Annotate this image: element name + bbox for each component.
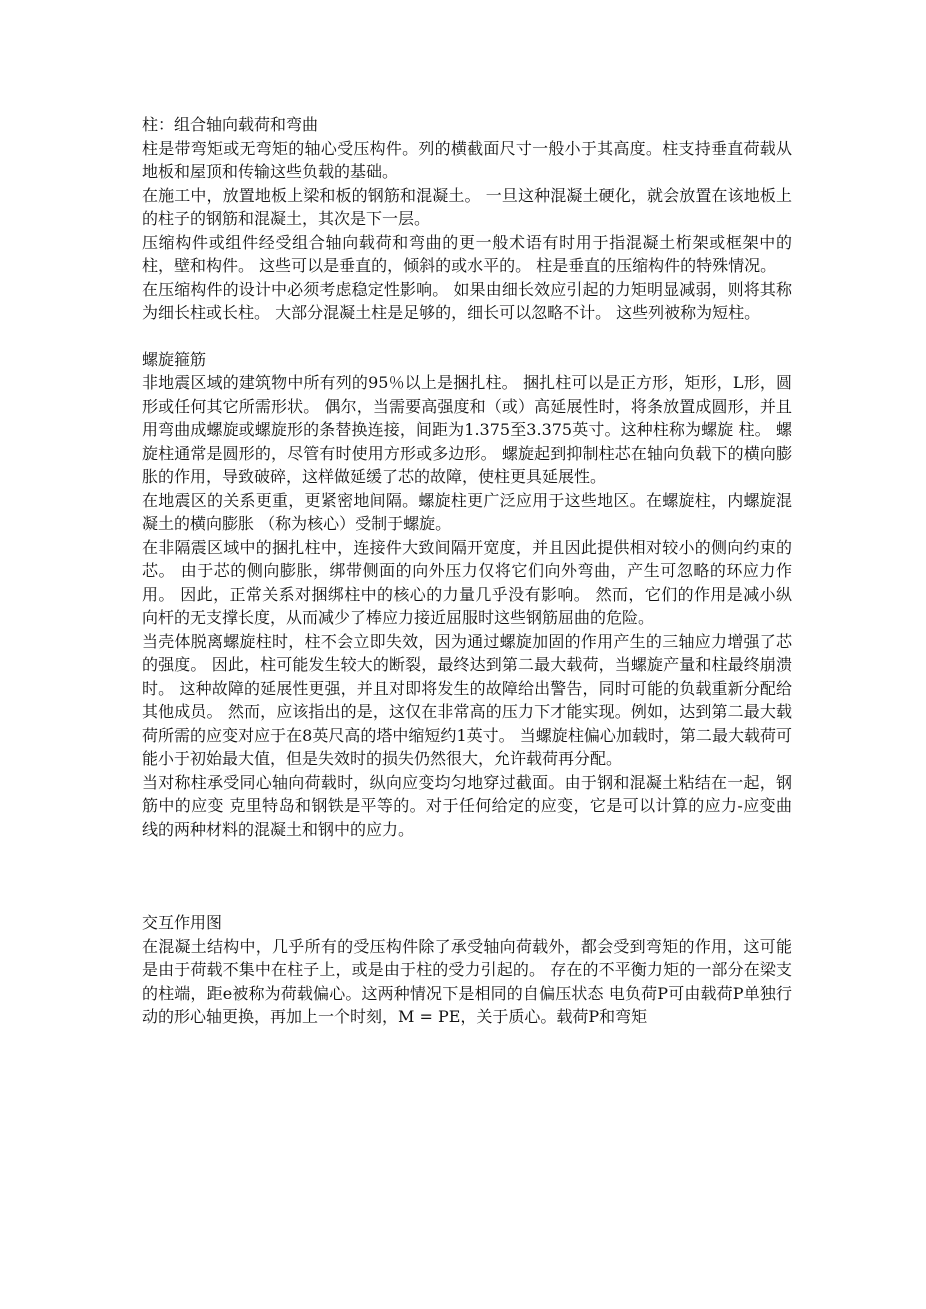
paragraph: 在非隔震区域中的捆扎柱中，连接件大致间隔开宽度，并且因此提供相对较小的侧向约束的芯。 由于芯的侧向膨胀，绑带侧面的向外压力仅将它们向外弯曲，产生可忽略的环应力作用。 因此，正常关系对捆绑柱中的核心的力量几乎没有影响。 然而，它们的作用是减小纵向杆的无支撑长度，从而减少了棒应力接近屈服时这些钢筋屈曲的危险。 [142, 537, 792, 627]
paragraph: 在施工中，放置地板上梁和板的钢筋和混凝土。 一旦这种混凝土硬化，就会放置在该地板上的柱子的钢筋和混凝土，其次是下一层。 [142, 185, 792, 228]
document-page [142, 113, 792, 1029]
paragraph: 压缩构件或组件经受组合轴向载荷和弯曲的更一般术语有时用于指混凝土桁架或框架中的柱，壁和构件。 这些可以是垂直的，倾斜的或水平的。 柱是垂直的压缩构件的特殊情况。 [142, 232, 792, 275]
paragraph: 当对称柱承受同心轴向荷载时，纵向应变均匀地穿过截面。由于钢和混凝土粘结在一起，钢筋中的应变 克里特岛和钢铁是平等的。对于任何给定的应变，它是可以计算的应力-应变曲线的两种材料的混凝土和钢中的应力。 [142, 772, 792, 839]
section-title: 柱：组合轴向载荷和弯曲 [142, 115, 319, 134]
section-columns [142, 113, 792, 325]
paragraph: 非地震区域的建筑物中所有列的95％以上是捆扎柱。 捆扎柱可以是正方形，矩形，L形，圆形或任何其它所需形状。 偶尔，当需要高强度和（或）高延展性时，将条放置成圆形，并且用弯曲成螺旋或螺旋形的条替换连接，间距为1.375至3.375英寸。这种柱称为螺旋 柱。 螺旋柱通常是圆形的，尽管有时使用方形或多边形。 螺旋起到抑制柱芯在轴向负载下的横向膨胀的作用，导致破碎，这样做延缓了芯的故障，使柱更具延展性。 [142, 373, 792, 486]
paragraph: 在压缩构件的设计中必须考虑稳定性影响。 如果由细长效应引起的力矩明显减弱，则将其称为细长柱或长柱。 大部分混凝土柱是足够的，细长可以忽略不计。 这些列被称为短柱。 [142, 279, 792, 322]
section-interaction-diagram [142, 911, 792, 1029]
paragraph: 在混凝土结构中，几乎所有的受压构件除了承受轴向荷载外，都会受到弯矩的作用，这可能是由于荷载不集中在柱子上，或是由于柱的受力引起的。 存在的不平衡力矩的一部分在梁支的柱端，距e被称为荷载偏心。这两种情况下是相同的自偏压状态 电负荷P可由载荷P单独行动的形心轴更换，再加上一个时刻，M = PE，关于质心。载荷P和弯矩 [142, 936, 792, 1026]
section-title: 交互作用图 [142, 913, 223, 932]
section-title: 螺旋箍筋 [142, 349, 207, 369]
paragraph: 在地震区的关系更重，更紧密地间隔。螺旋柱更广泛应用于这些地区。在螺旋柱，内螺旋混凝土的横向膨胀 （称为核心）受制于螺旋。 [142, 490, 792, 533]
paragraph: 柱是带弯矩或无弯矩的轴心受压构件。列的横截面尺寸一般小于其高度。柱支持垂直荷载从地板和屋顶和传输这些负载的基础。 [142, 138, 792, 181]
paragraph: 当壳体脱离螺旋柱时，柱不会立即失效，因为通过螺旋加固的作用产生的三轴应力增强了芯的强度。 因此，柱可能发生较大的断裂，最终达到第二最大载荷，当螺旋产量和柱最终崩溃时。 这种故障的延展性更强，并且对即将发生的故障给出警告，同时可能的负载重新分配给其他成员。 然而，应该指出的是，这仅在非常高的压力下才能实现。例如，达到第二最大载荷所需的应变对应于在8英尺高的塔中缩短约1英寸。 当螺旋柱偏心加载时，第二最大载荷可能小于初始最大值，但是失效时的损失仍然很大，允许载荷再分配。 [142, 631, 792, 768]
section-spacer [142, 841, 792, 911]
section-spacer [142, 325, 792, 348]
section-spiral-ties [142, 348, 792, 842]
